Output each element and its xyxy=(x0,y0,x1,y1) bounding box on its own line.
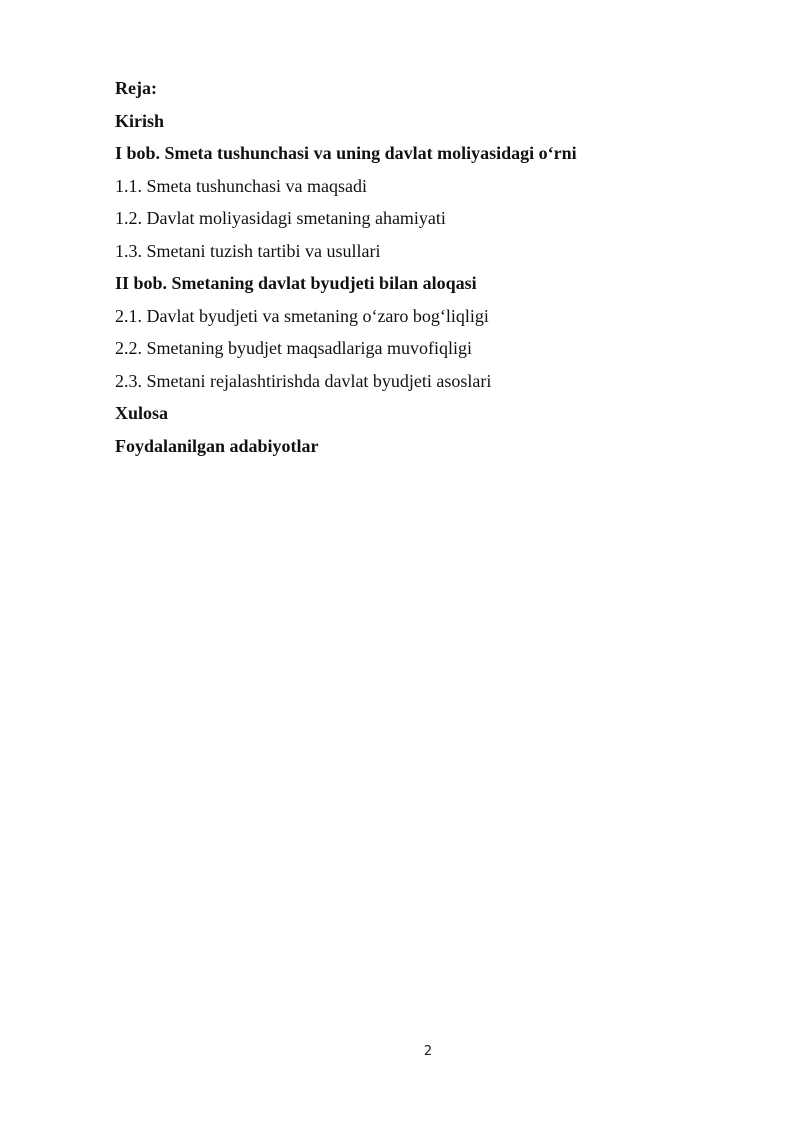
toc-item-conclusion: Xulosa xyxy=(115,403,169,423)
plan-heading: Reja: xyxy=(115,78,157,98)
table-of-contents xyxy=(115,72,735,462)
toc-section-1-1: 1.1. Smeta tushunchasi va maqsadi xyxy=(115,175,367,196)
toc-section-2-1: 2.1. Davlat byudjeti va smetaning o‘zaro bog‘liqligi xyxy=(115,305,489,326)
toc-section-1-2: 1.2. Davlat moliyasidagi smetaning ahamiyati xyxy=(115,208,446,228)
toc-section-2-2: 2.2. Smetaning byudjet maqsadlariga muvofiqligi xyxy=(115,338,472,358)
toc-item-references: Foydalanilgan adabiyotlar xyxy=(115,435,319,456)
toc-item-introduction: Kirish xyxy=(115,110,165,131)
toc-section-2-3: 2.3. Smetani rejalashtirishda davlat byudjeti asoslari xyxy=(115,370,492,391)
toc-chapter-2-title: II bob. Smetaning davlat byudjeti bilan aloqasi xyxy=(115,273,477,293)
page-number: 2 xyxy=(423,1044,433,1059)
toc-section-1-3: 1.3. Smetani tuzish tartibi va usullari xyxy=(115,240,381,261)
toc-chapter-1-title: I bob. Smeta tushunchasi va uning davlat moliyasidagi o‘rni xyxy=(115,143,577,163)
